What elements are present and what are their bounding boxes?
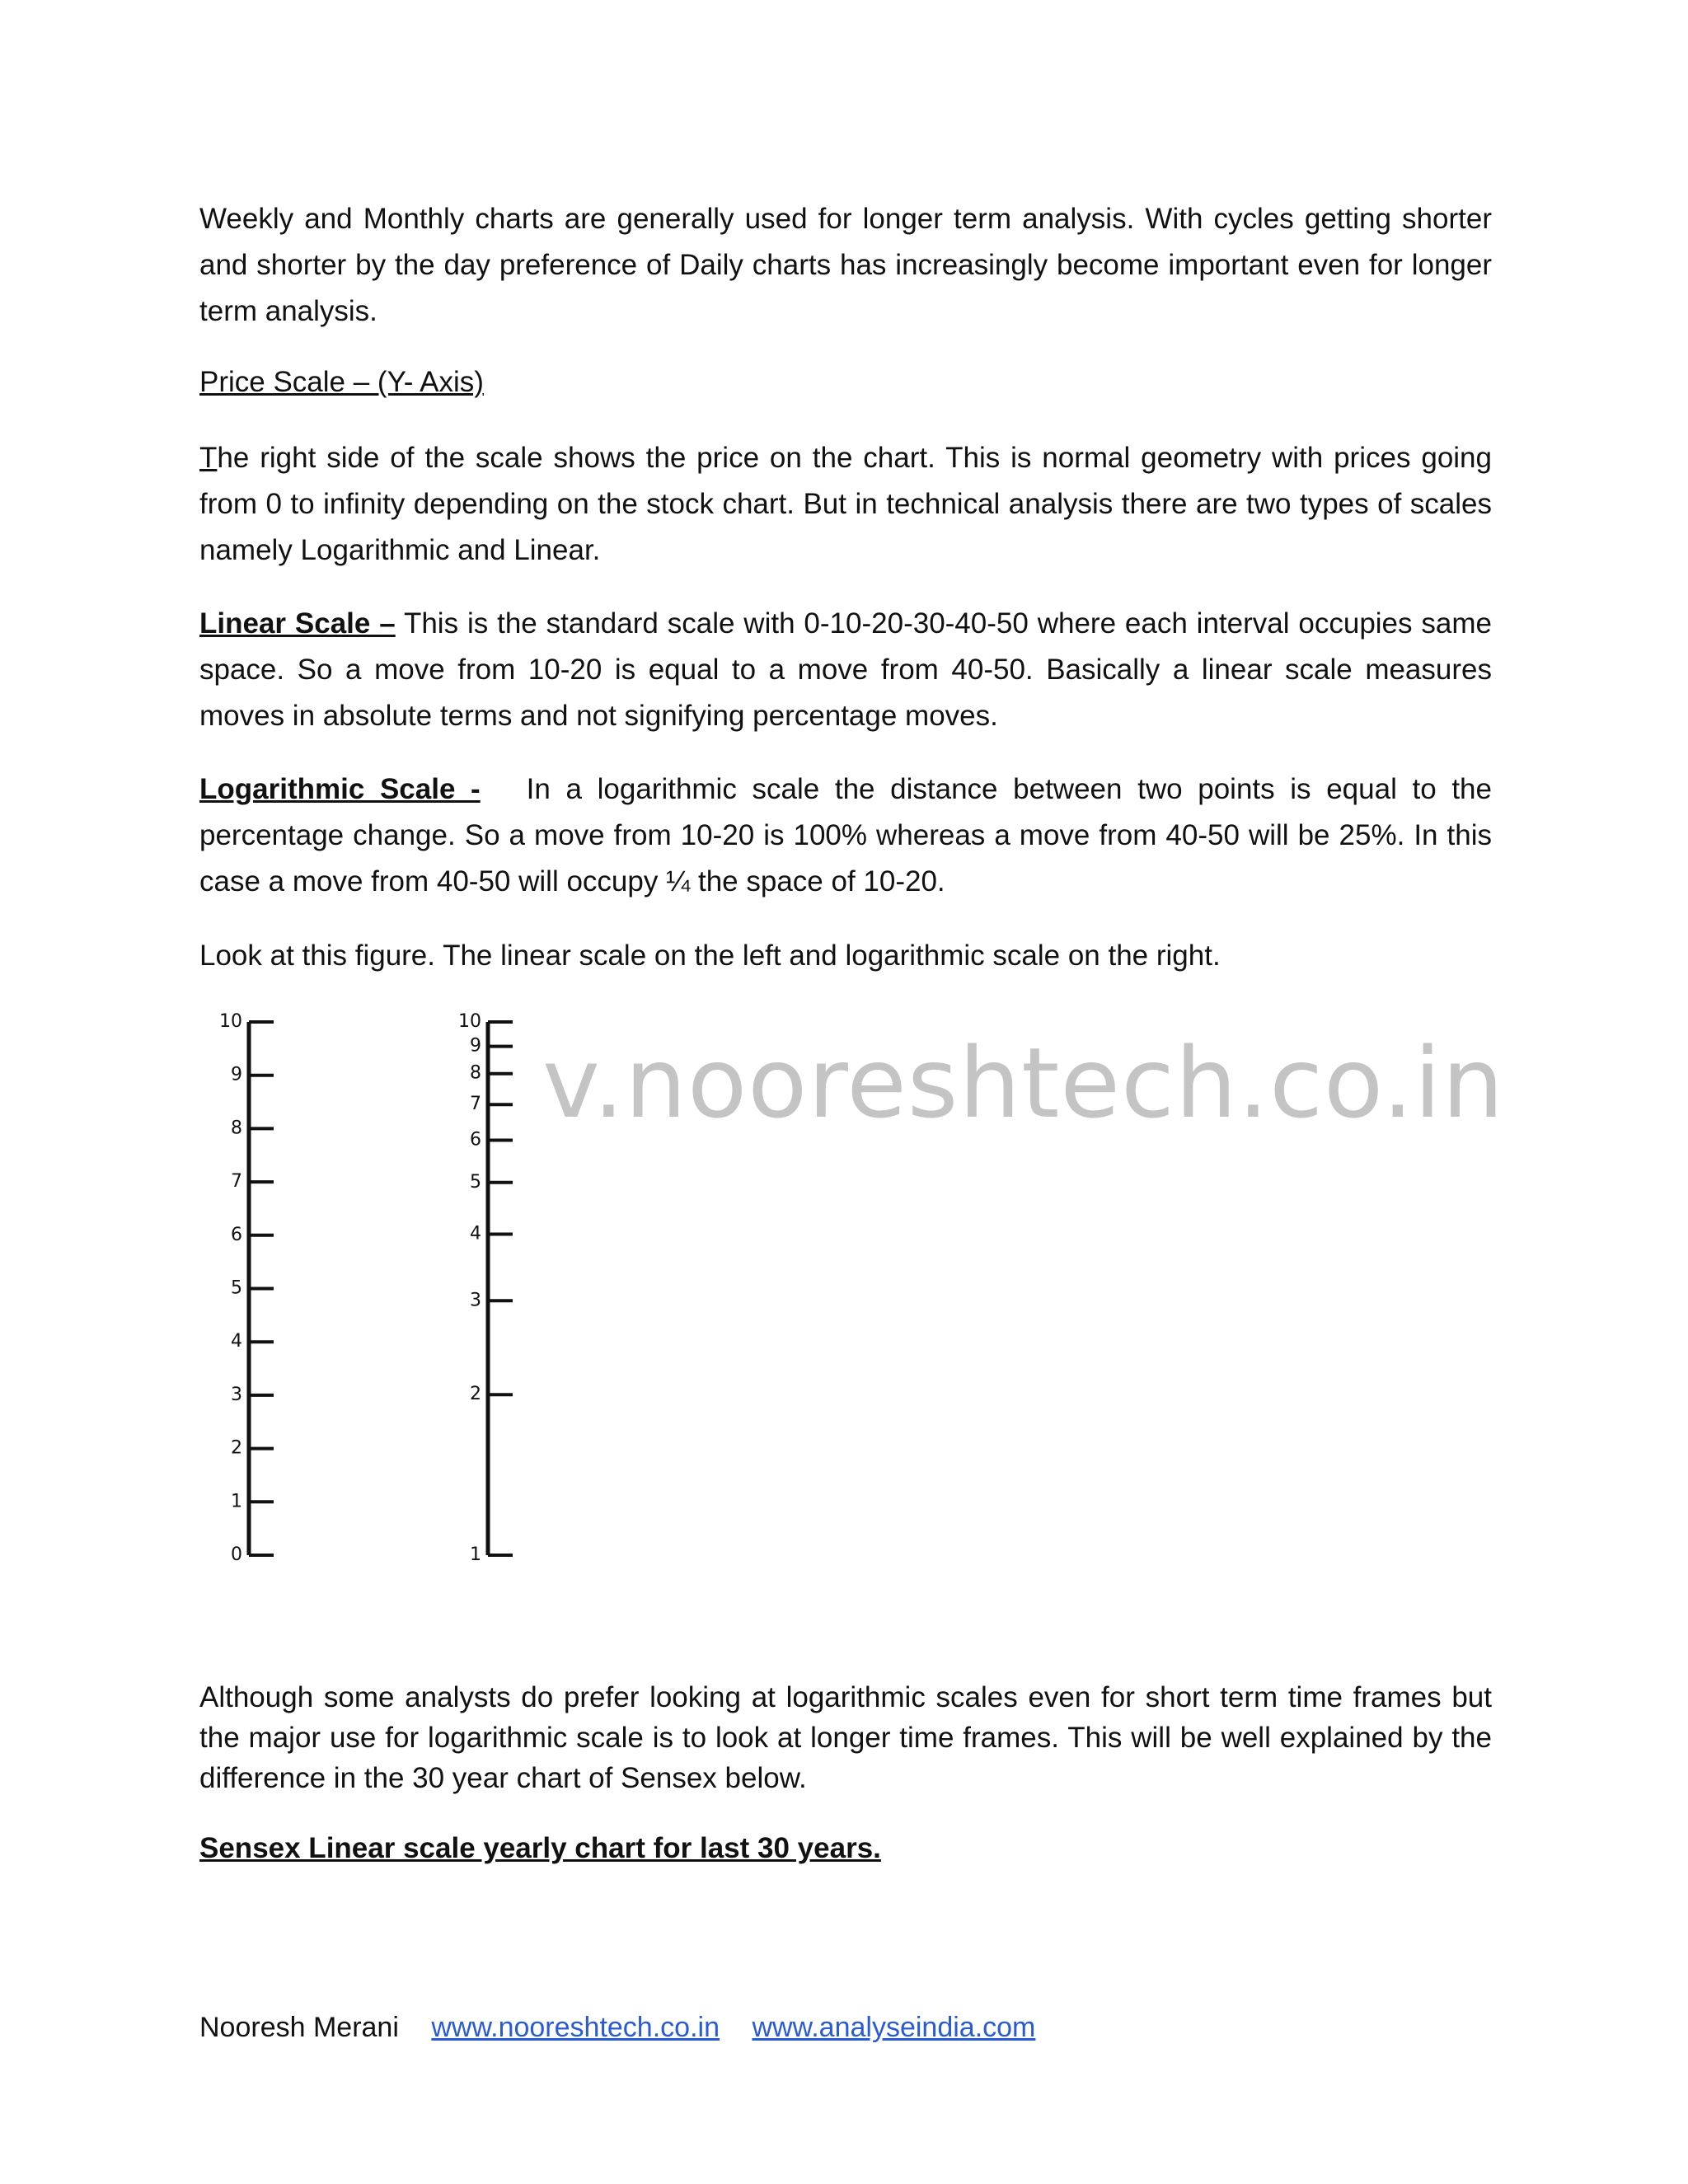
first-letter: T bbox=[199, 442, 218, 474]
scale-figure-svg bbox=[199, 1010, 546, 1586]
paragraph-chart-timeframes: Weekly and Monthly charts are generally used for longer term analysis. With cycles getting shorter and shorter by the day preference of Daily charts has increasingly become important even for longer term analysis. bbox=[199, 203, 1492, 327]
footer-author: Nooresh Merani bbox=[199, 2012, 399, 2043]
linear-scale-tick-label: 4 bbox=[231, 1331, 242, 1352]
paragraph-linear-scale bbox=[199, 601, 1492, 739]
log-scale-tick-label: 4 bbox=[470, 1223, 481, 1244]
footer-link-nooreshtech[interactable]: www.nooreshtech.co.in bbox=[431, 2012, 720, 2043]
paragraph-price-scale-text: he right side of the scale shows the price on the chart. This is normal geometry with prices going from 0 to infinity depending on the stock chart. But in technical analysis there are two types of scales namely Logarithmic and Linear. bbox=[199, 442, 1492, 566]
paragraph-log-usage: Although some analysts do prefer looking at logarithmic scales even for short term time frames but the major use for logarithmic scale is to look at longer time frames. This will be well explained by the difference in the 30 year chart of Sensex below. bbox=[199, 1681, 1492, 1794]
log-scale-tick-label: 9 bbox=[470, 1035, 481, 1057]
log-scale-text: In a logarithmic scale the distance between two points is equal to the percentage change. So a move from 10-20 is 100% whereas a move from 40-50 will be 25%. In this case a move from 40-50 will occupy ¼ the space of 10-20. bbox=[199, 773, 1492, 898]
footer bbox=[199, 2007, 1035, 2048]
log-scale-tick-label: 1 bbox=[470, 1544, 481, 1565]
log-scale-tick-label: 2 bbox=[470, 1384, 481, 1405]
log-scale-tick-label: 8 bbox=[470, 1062, 481, 1084]
log-scale-label: Logarithmic Scale - bbox=[199, 773, 481, 805]
linear-scale-tick-label: 8 bbox=[231, 1118, 242, 1139]
linear-scale-text: This is the standard scale with 0-10-20-30-40-50 where each interval occupies same space. So a move from 10-20 is equal to a move from 40-50. Basically a linear scale measures moves in absolute terms and not signifying percentage moves. bbox=[199, 607, 1492, 732]
log-scale-tick-label: 3 bbox=[470, 1290, 481, 1311]
paragraph-price-scale bbox=[199, 435, 1492, 574]
sensex-heading: Sensex Linear scale yearly chart for last 30 years. bbox=[199, 1832, 881, 1864]
log-scale-tick-label: 10 bbox=[458, 1011, 481, 1032]
linear-scale-tick-label: 5 bbox=[231, 1277, 242, 1299]
log-scale-tick-label: 7 bbox=[470, 1094, 481, 1115]
linear-scale-tick-label: 3 bbox=[231, 1384, 242, 1405]
log-scale-tick-label: 5 bbox=[470, 1171, 481, 1193]
linear-scale-tick-label: 1 bbox=[231, 1491, 242, 1512]
linear-scale-tick-label: 10 bbox=[219, 1011, 242, 1032]
price-scale-heading: Price Scale – (Y- Axis) bbox=[199, 366, 484, 398]
footer-link-analyseindia[interactable]: www.analyseindia.com bbox=[752, 2012, 1036, 2043]
linear-scale-tick-label: 7 bbox=[231, 1171, 242, 1193]
paragraph-log-scale bbox=[199, 766, 1492, 905]
linear-scale-tick-label: 0 bbox=[231, 1544, 242, 1565]
log-scale-tick-label: 6 bbox=[470, 1129, 481, 1151]
linear-scale-tick-label: 2 bbox=[231, 1437, 242, 1459]
figure-intro: Look at this figure. The linear scale on the left and logarithmic scale on the right. bbox=[199, 940, 1221, 972]
watermark: v.nooreshtech.co.in bbox=[542, 1026, 1505, 1140]
linear-scale-tick-label: 9 bbox=[231, 1064, 242, 1085]
linear-scale-label: Linear Scale – bbox=[199, 607, 396, 640]
linear-scale-tick-label: 6 bbox=[231, 1224, 242, 1245]
